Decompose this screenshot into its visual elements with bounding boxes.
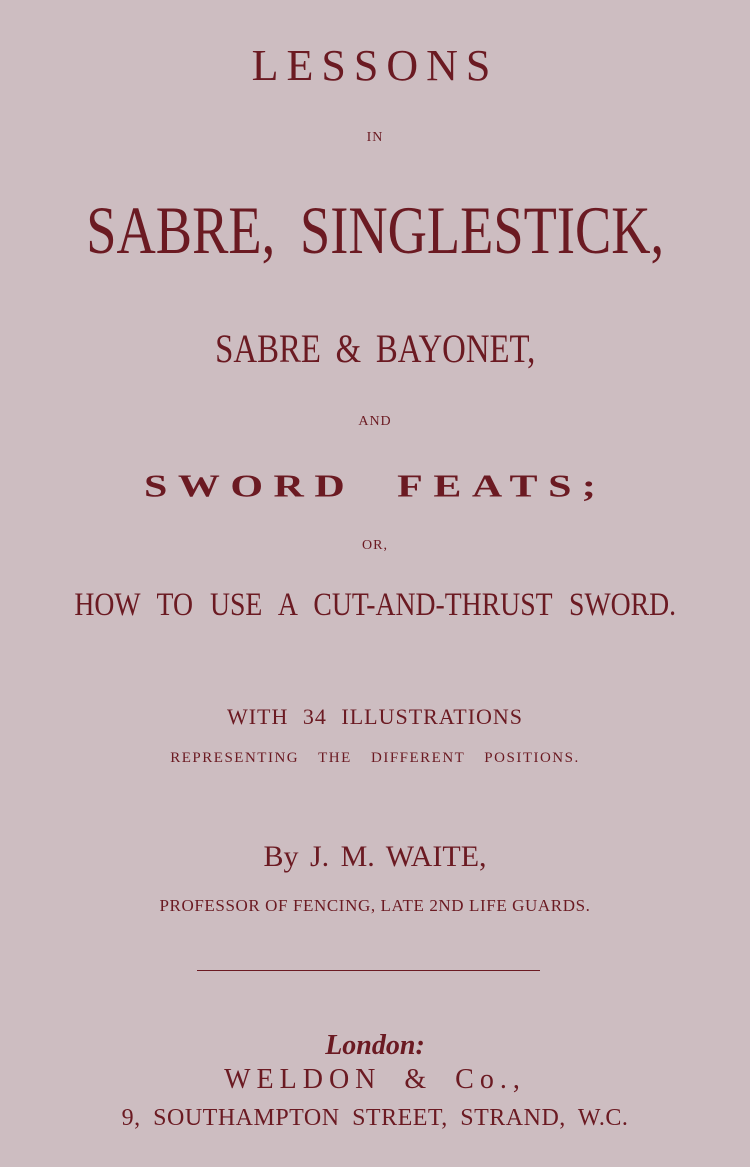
illustrations-line <box>0 706 750 728</box>
author <box>0 842 750 872</box>
publisher-address-text: 9, SOUTHAMPTON STREET, STRAND, W.C. <box>121 1105 629 1131</box>
author-title-text: PROFESSOR OF FENCING, LATE 2ND LIFE GUARDS. <box>159 896 591 915</box>
illustrations-note-text: REPRESENTING THE DIFFERENT POSITIONS. <box>170 750 580 766</box>
and-connector <box>0 415 750 429</box>
title-in <box>0 131 750 145</box>
subtitle <box>0 326 750 371</box>
illustrations-text: WITH 34 ILLUSTRATIONS <box>226 704 524 729</box>
publisher-name <box>0 1066 750 1094</box>
and-text: AND <box>358 414 392 429</box>
author-title <box>0 897 750 914</box>
main-title <box>0 192 750 268</box>
alternate-title-text: HOW TO USE A CUT-AND-THRUST SWORD. <box>74 587 676 623</box>
illustrations-note <box>0 751 750 766</box>
or-text: OR, <box>362 538 388 553</box>
title-lessons <box>0 41 750 90</box>
or-connector <box>0 539 750 553</box>
publisher-name-text: WELDON & Co., <box>224 1064 526 1095</box>
author-text: By J. M. WAITE, <box>263 840 487 873</box>
title-in-text: IN <box>366 130 384 145</box>
publisher-city-text: London: <box>325 1030 425 1061</box>
divider-rule <box>197 970 540 971</box>
publisher-address <box>0 1106 750 1130</box>
main-title-text: SABRE, SINGLESTICK, <box>86 192 664 268</box>
title-lessons-text: LESSONS <box>251 41 499 90</box>
subtitle-text: SABRE & BAYONET, <box>214 326 536 371</box>
alternate-title <box>0 589 750 622</box>
sword-feats-title <box>0 466 750 506</box>
sword-feats-text: SWORD FEATS; <box>143 467 607 504</box>
publisher-city <box>0 1032 750 1060</box>
